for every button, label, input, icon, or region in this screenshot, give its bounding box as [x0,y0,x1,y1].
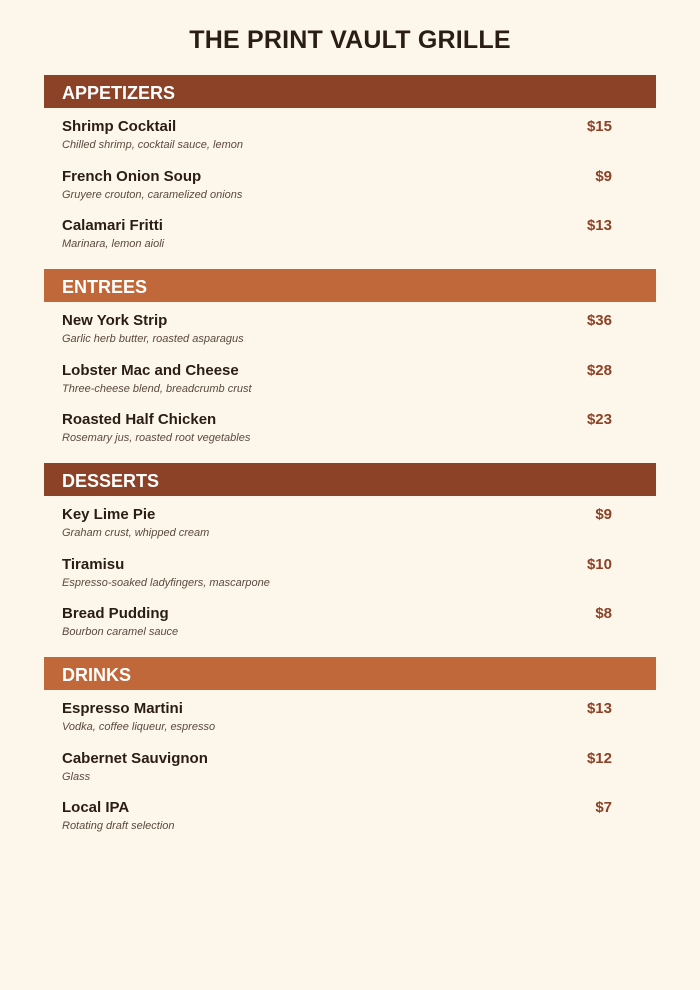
item-price: $9 [595,167,612,185]
item-price: $9 [595,506,612,523]
item-name: Bread Pudding [62,605,169,623]
section-appetizers [44,75,656,257]
item-price: $23 [586,411,612,429]
item-description: Gruyere crouton, caramelized onions [62,188,243,201]
item-name: New York Strip [62,312,168,329]
item-name: Lobster Mac and Cheese [62,361,239,379]
item-description: Glass [62,770,91,783]
menu-item [44,352,656,402]
item-price: $8 [595,605,612,623]
menu-item [44,740,656,790]
menu-item [44,108,656,158]
item-name: Key Lime Pie [62,506,156,523]
item-description: Graham crust, whipped cream [62,527,210,539]
section-drinks [44,657,656,839]
menu-title: THE PRINT VAULT GRILLE [189,26,511,54]
item-description: Garlic herb butter, roasted asparagus [62,333,244,345]
item-description: Rosemary jus, roasted root vegetables [62,432,251,445]
item-price: $12 [586,749,612,767]
section-entrees [44,269,656,451]
item-name: Espresso Martini [62,700,183,717]
item-name: Shrimp Cocktail [62,118,177,135]
menu-item [44,496,656,546]
item-description: Three-cheese blend, breadcrumb crust [62,382,252,395]
menu-item [44,158,656,208]
menu-item [44,690,656,740]
section-header: ENTREES [44,269,656,302]
item-price: $13 [586,217,612,235]
item-name: French Onion Soup [62,167,202,185]
item-name: Tiramisu [62,555,125,573]
item-price: $15 [586,118,612,135]
menu-item [44,207,656,257]
item-description: Bourbon caramel sauce [62,626,179,639]
section-header: APPETIZERS [44,75,656,108]
item-price: $7 [595,799,612,817]
item-price: $10 [586,555,612,573]
item-name: Local IPA [62,799,130,817]
item-description: Espresso-soaked ladyfingers, mascarpone [62,576,270,589]
section-header: DESSERTS [44,463,656,496]
item-name: Cabernet Sauvignon [62,749,208,767]
menu-item [44,302,656,352]
item-description: Vodka, coffee liqueur, espresso [62,721,216,733]
menu-item [44,401,656,451]
item-name: Roasted Half Chicken [62,411,217,429]
menu-item [44,595,656,645]
item-price: $28 [586,361,612,379]
item-description: Chilled shrimp, cocktail sauce, lemon [62,139,243,151]
menu-item [44,546,656,596]
item-name: Calamari Fritti [62,217,163,235]
menu-item [44,789,656,839]
item-price: $13 [586,700,612,717]
item-price: $36 [586,312,612,329]
section-desserts [44,463,656,645]
item-description: Rotating draft selection [62,820,175,833]
section-header: DRINKS [44,657,656,690]
item-description: Marinara, lemon aioli [62,238,165,251]
